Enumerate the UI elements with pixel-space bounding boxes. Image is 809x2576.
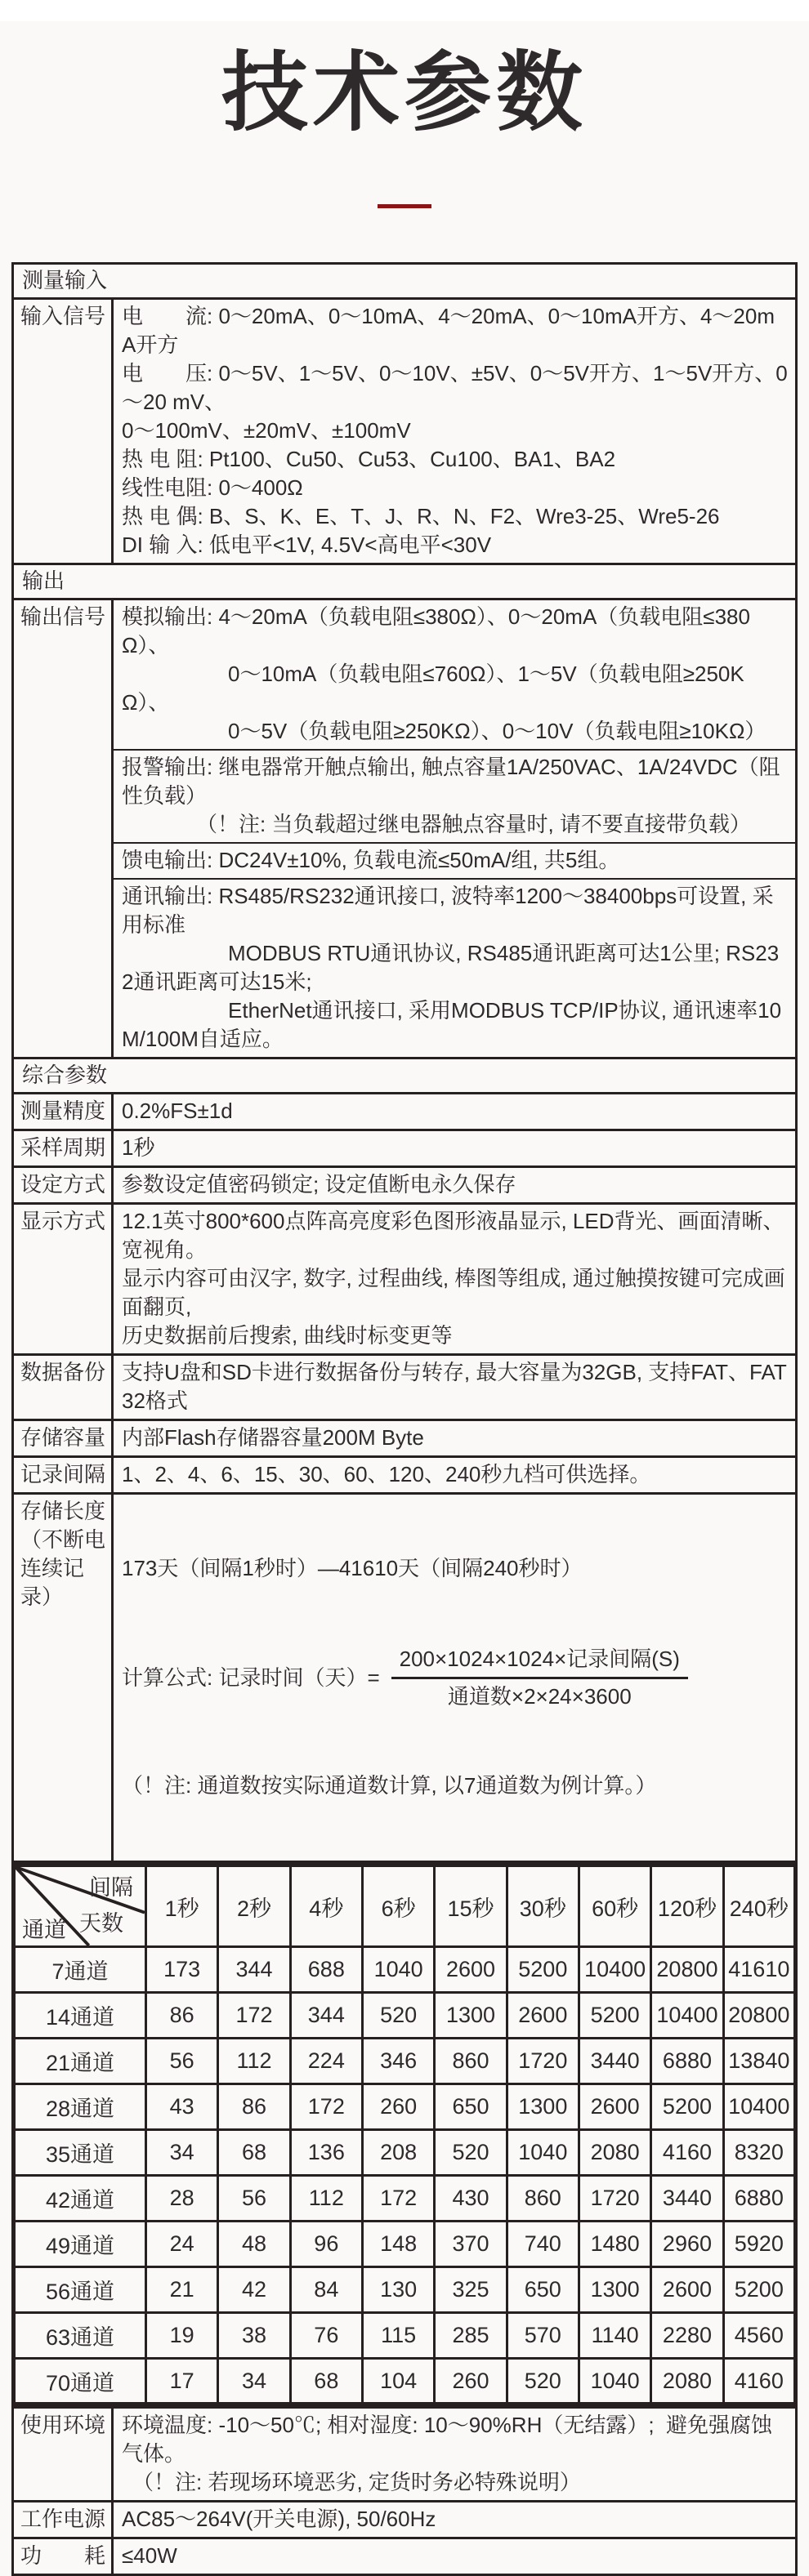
row-label: 采样周期	[13, 1130, 113, 1167]
channel-table-row	[14, 2039, 796, 2084]
page-title: 技术参数	[221, 45, 588, 141]
days-value-cell: 1720	[507, 2039, 579, 2084]
row-content	[113, 599, 797, 1058]
row-label: 测量精度	[13, 1094, 113, 1130]
text-line: 0～100mV、±20mV、±100mV	[122, 418, 411, 443]
days-value-cell: 1300	[579, 2267, 650, 2313]
channel-row-header: 28通道	[14, 2084, 146, 2130]
channel-table-row	[14, 2267, 796, 2313]
row-content: 内部Flash存储器容量200M Byte	[113, 1420, 797, 1457]
days-value-cell: 2960	[651, 2222, 723, 2267]
interval-column-header: 1秒	[146, 1865, 218, 1947]
text-line: 线性电阻: 0～400Ω	[122, 475, 303, 500]
days-value-cell: 20800	[651, 1947, 723, 1993]
days-value-cell: 172	[362, 2176, 434, 2222]
days-value-cell: 21	[146, 2267, 218, 2313]
days-value-cell: 5920	[723, 2222, 795, 2267]
days-value-cell: 1040	[507, 2130, 579, 2176]
channel-row-header: 21通道	[14, 2039, 146, 2084]
days-value-cell: 260	[362, 2084, 434, 2130]
spec-table-bottom	[11, 2406, 798, 2576]
text-line: 显示内容可由汉字, 数字, 过程曲线, 棒图等组成, 通过触摸按键可完成画面翻页,	[122, 1266, 785, 1319]
channel-row-header: 70通道	[14, 2359, 146, 2404]
days-value-cell: 5200	[507, 1947, 579, 1993]
days-value-cell: 20800	[723, 1993, 795, 2039]
row-content	[113, 2408, 797, 2502]
days-value-cell: 650	[435, 2084, 507, 2130]
channel-row-header: 7通道	[14, 1947, 146, 1993]
days-value-cell: 4160	[723, 2359, 795, 2404]
interval-column-header: 6秒	[362, 1865, 434, 1947]
text-line: 0～5V（负载电阻≥250KΩ）、0～10V（负载电阻≥10KΩ）	[122, 719, 767, 743]
title-divider	[378, 204, 431, 208]
days-value-cell: 208	[362, 2130, 434, 2176]
days-value-cell: 860	[507, 2176, 579, 2222]
days-value-cell: 172	[290, 2084, 362, 2130]
days-value-cell: 224	[290, 2039, 362, 2084]
days-value-cell: 570	[507, 2313, 579, 2359]
section-title: 综合参数	[13, 1058, 797, 1094]
row-input-signal	[13, 299, 797, 564]
spec-table-top	[11, 262, 798, 1863]
days-value-cell: 86	[218, 2084, 290, 2130]
days-value-cell: 2600	[435, 1947, 507, 1993]
row-content	[113, 1494, 797, 1862]
days-value-cell: 430	[435, 2176, 507, 2222]
days-value-cell: 136	[290, 2130, 362, 2176]
text-line: 电 流: 0～20mA、0～10mA、4～20mA、0～10mA开方、4～20mA开方	[122, 304, 775, 357]
section-row-general	[13, 1058, 797, 1094]
text-line: 报警输出: 继电器常开触点输出, 触点容量1A/250VAC、1A/24VDC（阻性负载）	[122, 755, 780, 808]
row-content	[113, 299, 797, 564]
interval-column-header: 120秒	[651, 1865, 723, 1947]
days-value-cell: 24	[146, 2222, 218, 2267]
row-output-signal	[13, 599, 797, 1058]
channel-table-row	[14, 1993, 796, 2039]
days-value-cell: 10400	[723, 2084, 795, 2130]
corner-label-channel: 通道	[22, 1918, 66, 1942]
text-line: EtherNet通讯接口, 采用MODBUS TCP/IP协议, 通讯速率10M/100M自适应。	[122, 998, 782, 1051]
days-value-cell: 344	[290, 1993, 362, 2039]
row-power	[13, 2502, 797, 2538]
text-line: 热 电 阻: Pt100、Cu50、Cu53、Cu100、BA1、BA2	[122, 447, 616, 471]
days-value-cell: 740	[507, 2222, 579, 2267]
channel-table-row	[14, 2084, 796, 2130]
days-value-cell: 56	[146, 2039, 218, 2084]
output-signal-subrow	[114, 600, 795, 749]
days-value-cell: 1140	[579, 2313, 650, 2359]
text-line: 通讯输出: RS485/RS232通讯接口, 波特率1200～38400bps可设置, 采用标准	[122, 884, 774, 937]
channel-table-row	[14, 2130, 796, 2176]
days-value-cell: 3440	[651, 2176, 723, 2222]
output-signal-subrow	[114, 878, 795, 1057]
days-value-cell: 13840	[723, 2039, 795, 2084]
days-value-cell: 5200	[579, 1993, 650, 2039]
row-sampling	[13, 1130, 797, 1167]
days-value-cell: 104	[362, 2359, 434, 2404]
channel-row-header: 56通道	[14, 2267, 146, 2313]
text-line: 12.1英寸800*600点阵高亮度彩色图形液晶显示, LED背光、画面清晰、宽视角。	[122, 1209, 784, 1262]
days-value-cell: 148	[362, 2222, 434, 2267]
days-value-cell: 520	[362, 1993, 434, 2039]
channel-table-row	[14, 2176, 796, 2222]
row-label: 存储容量	[13, 1420, 113, 1457]
text-line: 热 电 偶: B、S、K、E、T、J、R、N、F2、Wre3-25、Wre5-26	[122, 504, 720, 528]
days-value-cell: 76	[290, 2313, 362, 2359]
row-setting	[13, 1167, 797, 1204]
days-value-cell: 56	[218, 2176, 290, 2222]
text-line: （！注: 若现场环境恶劣, 定货时务必特殊说明）	[122, 2470, 581, 2494]
days-value-cell: 43	[146, 2084, 218, 2130]
interval-column-header: 240秒	[723, 1865, 795, 1947]
days-value-cell: 84	[290, 2267, 362, 2313]
section-title: 测量输入	[13, 264, 797, 299]
days-value-cell: 96	[290, 2222, 362, 2267]
text-line: 历史数据前后搜索, 曲线时标变更等	[122, 1323, 453, 1348]
days-value-cell: 112	[218, 2039, 290, 2084]
storage-formula	[122, 1645, 789, 1711]
interval-column-header: 60秒	[579, 1865, 650, 1947]
days-value-cell: 34	[146, 2130, 218, 2176]
days-value-cell: 520	[507, 2359, 579, 2404]
days-value-cell: 688	[290, 1947, 362, 1993]
days-value-cell: 8320	[723, 2130, 795, 2176]
row-label: 设定方式	[13, 1167, 113, 1204]
days-value-cell: 10400	[651, 1993, 723, 2039]
text-line: 环境温度: -10～50℃; 相对湿度: 10～90%RH（无结露）; 避免强腐蚀气体。	[122, 2413, 773, 2466]
days-value-cell: 1300	[435, 1993, 507, 2039]
row-label: 显示方式	[13, 1204, 113, 1355]
channel-table-row	[14, 2359, 796, 2404]
days-value-cell: 2600	[651, 2267, 723, 2313]
days-value-cell: 19	[146, 2313, 218, 2359]
days-value-cell: 6880	[651, 2039, 723, 2084]
section-title: 输出	[13, 564, 797, 599]
days-value-cell: 285	[435, 2313, 507, 2359]
output-signal-subrow	[114, 842, 795, 878]
row-label: 功 耗	[13, 2538, 113, 2575]
row-content: 参数设定值密码锁定; 设定值断电永久保存	[113, 1167, 797, 1204]
days-value-cell: 115	[362, 2313, 434, 2359]
days-value-cell: 325	[435, 2267, 507, 2313]
row-storage-length	[13, 1494, 797, 1862]
text-line: （不断电	[20, 1527, 106, 1552]
days-value-cell: 2080	[579, 2130, 650, 2176]
interval-column-header: 4秒	[290, 1865, 362, 1947]
days-value-cell: 172	[218, 1993, 290, 2039]
channel-row-header: 35通道	[14, 2130, 146, 2176]
days-value-cell: 860	[435, 2039, 507, 2084]
days-value-cell: 2080	[651, 2359, 723, 2404]
days-value-cell: 5200	[651, 2084, 723, 2130]
days-value-cell: 1040	[362, 1947, 434, 1993]
row-content: 1、2、4、6、15、30、60、120、240秒九档可供选择。	[113, 1457, 797, 1494]
row-label: 数据备份	[13, 1355, 113, 1420]
days-value-cell: 1720	[579, 2176, 650, 2222]
days-value-cell: 2600	[579, 2084, 650, 2130]
row-content	[113, 1204, 797, 1355]
row-label: 输出信号	[13, 599, 113, 1058]
days-value-cell: 4560	[723, 2313, 795, 2359]
text-line: 电 压: 0～5V、1～5V、0～10V、±5V、0～5V开方、1～5V开方、0～20 mV、	[122, 361, 788, 414]
days-value-cell: 2600	[507, 1993, 579, 2039]
days-value-cell: 2280	[651, 2313, 723, 2359]
days-value-cell: 650	[507, 2267, 579, 2313]
days-value-cell: 344	[218, 1947, 290, 1993]
row-label: 输入信号	[13, 299, 113, 564]
text-line: DI 输 入: 低电平<1V, 4.5V<高电平<30V	[122, 533, 492, 557]
days-value-cell: 130	[362, 2267, 434, 2313]
row-record-interval	[13, 1457, 797, 1494]
spec-sheet	[11, 262, 798, 2576]
days-value-cell: 3440	[579, 2039, 650, 2084]
days-value-cell: 34	[218, 2359, 290, 2404]
section-row-measure-input	[13, 264, 797, 299]
row-display	[13, 1204, 797, 1355]
interval-column-header: 2秒	[218, 1865, 290, 1947]
days-value-cell: 10400	[579, 1947, 650, 1993]
row-capacity	[13, 1420, 797, 1457]
days-value-cell: 520	[435, 2130, 507, 2176]
row-consumption	[13, 2538, 797, 2575]
channel-row-header: 14通道	[14, 1993, 146, 2039]
row-content: 0.2%FS±1d	[113, 1094, 797, 1130]
row-backup	[13, 1355, 797, 1420]
channel-table-row	[14, 2313, 796, 2359]
formula-fraction	[391, 1645, 688, 1711]
formula-prefix: 计算公式: 记录时间（天）=	[122, 1665, 380, 1690]
channel-days-table	[11, 1863, 798, 2406]
days-value-cell: 6880	[723, 2176, 795, 2222]
row-content: ≤40W	[113, 2538, 797, 2575]
days-value-cell: 5200	[723, 2267, 795, 2313]
days-value-cell: 48	[218, 2222, 290, 2267]
interval-column-header: 30秒	[507, 1865, 579, 1947]
row-environment	[13, 2408, 797, 2502]
channel-row-header: 49通道	[14, 2222, 146, 2267]
output-signal-subrow	[114, 749, 795, 842]
section-row-output	[13, 564, 797, 599]
channel-row-header: 63通道	[14, 2313, 146, 2359]
days-value-cell: 1040	[579, 2359, 650, 2404]
text-line: 模拟输出: 4～20mA（负载电阻≤380Ω）、0～20mA（负载电阻≤380Ω）、	[122, 604, 750, 657]
days-value-cell: 38	[218, 2313, 290, 2359]
storage-range: 173天（间隔1秒时）—41610天（间隔240秒时）	[122, 1556, 583, 1580]
text-line: 馈电输出: DC24V±10%, 负载电流≤50mA/组, 共5组。	[122, 848, 620, 872]
days-value-cell: 42	[218, 2267, 290, 2313]
channel-table-row	[14, 1947, 796, 1993]
days-value-cell: 346	[362, 2039, 434, 2084]
days-value-cell: 68	[290, 2359, 362, 2404]
days-value-cell: 370	[435, 2222, 507, 2267]
row-label: 工作电源	[13, 2502, 113, 2538]
row-content: AC85～264V(开关电源), 50/60Hz	[113, 2502, 797, 2538]
formula-denominator: 通道数×2×24×3600	[447, 1684, 632, 1709]
text-line: 0～10mA（负载电阻≤760Ω）、1～5V（负载电阻≥250KΩ）、	[122, 662, 744, 715]
days-value-cell: 68	[218, 2130, 290, 2176]
row-accuracy	[13, 1094, 797, 1130]
corner-label-days: 天数	[79, 1911, 123, 1936]
days-value-cell: 4160	[651, 2130, 723, 2176]
interval-column-header: 15秒	[435, 1865, 507, 1947]
days-value-cell: 1300	[507, 2084, 579, 2130]
top-strip	[0, 0, 809, 21]
days-value-cell: 86	[146, 1993, 218, 2039]
text-line: MODBUS RTU通讯协议, RS485通讯距离可达1公里; RS232通讯距离可达15米;	[122, 941, 780, 994]
row-label: 记录间隔	[13, 1457, 113, 1494]
days-value-cell: 41610	[723, 1947, 795, 1993]
text-line: （！注: 当负载超过继电器触点容量时, 请不要直接带负载）	[122, 812, 751, 836]
row-label	[13, 1494, 113, 1862]
row-content: 1秒	[113, 1130, 797, 1167]
row-label: 使用环境	[13, 2408, 113, 2502]
text-line: 存储长度	[20, 1499, 106, 1523]
corner-label-interval: 间隔	[89, 1875, 133, 1900]
channel-table-row	[14, 2222, 796, 2267]
days-value-cell: 173	[146, 1947, 218, 1993]
days-value-cell: 260	[435, 2359, 507, 2404]
days-value-cell: 1480	[579, 2222, 650, 2267]
days-value-cell: 112	[290, 2176, 362, 2222]
text-line: 连续记录）	[20, 1556, 85, 1609]
days-value-cell: 17	[146, 2359, 218, 2404]
storage-note: （！注: 通道数按实际通道数计算, 以7通道数为例计算。）	[122, 1773, 657, 1798]
row-content: 支持U盘和SD卡进行数据备份与转存, 最大容量为32GB, 支持FAT、FAT32格式	[113, 1355, 797, 1420]
channel-row-header: 42通道	[14, 2176, 146, 2222]
formula-numerator: 200×1024×1024×记录间隔(S)	[391, 1645, 688, 1679]
days-value-cell: 28	[146, 2176, 218, 2222]
